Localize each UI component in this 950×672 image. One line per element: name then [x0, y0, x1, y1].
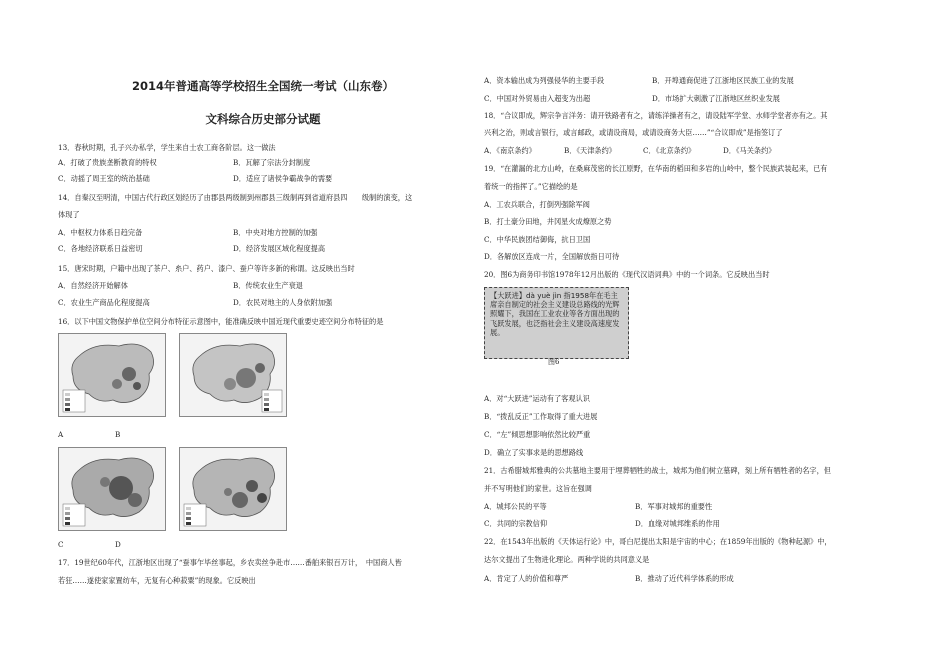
dictionary-entry-box: 【大跃进】dà yuè jìn 指1958年在毛主席亲自制定的社会主义建设总路线的光辉照耀下，我国在工业农业等各方面出现的飞跃发展，也泛指社会主义建设高速度发展。 — [484, 287, 629, 359]
q18-option-d: D．《马关条约》 — [723, 146, 776, 155]
q14-option-c: C．各地经济联系日益密切 — [58, 244, 143, 253]
q21-stem-line2: 并不写明他们的家世。这旨在强调 — [484, 484, 592, 493]
q17-option-a: A．资本输出成为列强侵华的主要手段 — [484, 76, 605, 85]
q18-option-c: C．《北京条约》 — [643, 146, 696, 155]
q17-option-c: C．中国对外贸易由入超变为出超 — [484, 94, 591, 103]
q19-option-d: D．各解放区连成一片，全国解放指日可待 — [484, 252, 620, 261]
q14-stem-line1: 14．自秦汉至明清，中国古代行政区划经历了由郡县两级制到州郡县三级制再到省道府县四 级制的演变，这 — [58, 193, 413, 202]
q20-option-c: C．“左”倾思想影响依然比较严重 — [484, 430, 591, 439]
q22-option-a: A．肯定了人的价值和尊严 — [484, 574, 569, 583]
q21-option-c: C．共同的宗教信仰 — [484, 519, 548, 528]
q20-option-d: D．确立了实事求是的思想路线 — [484, 448, 584, 457]
q19-stem-line2: 着统一的指挥了。”它描绘的是 — [484, 182, 578, 191]
q18-option-a: A．《南京条约》 — [484, 146, 536, 155]
q21-option-b: B．军事对城邦的重要性 — [635, 502, 713, 511]
q15-option-d: D．农民对地主的人身依附加强 — [233, 298, 333, 307]
q16-stem: 16．以下中国文物保护单位空间分布特征示意图中，能准确反映中国近现代重要史迹空间分布特征的是 — [58, 317, 384, 326]
map-d-image — [179, 447, 287, 531]
q19-stem-line1: 19．“在灌漏的北方山岭，在桑麻茂密的长江原野，在华南的稻田和多岩的山岭中，整个民族武装起来，已有 — [484, 164, 828, 173]
q17-stem-line2: 若狂……遂使家家置纺车，无复有心种菽粟”的现象。它反映出 — [58, 576, 256, 585]
map-b-label: B — [115, 430, 121, 439]
map-d-label: D — [115, 540, 121, 549]
map-b-image — [179, 333, 287, 417]
map-c-image — [58, 447, 166, 531]
q19-option-c: C．中华民族团结御侮，抗日卫国 — [484, 235, 591, 244]
q18-stem-line2: 兴利之治，则或言银行，或言邮政，或请设商局，或请设商务大臣……”“合议即成”是指签订了 — [484, 128, 783, 137]
q18-stem-line1: 18．“合议即成，辉宗争言洋务：请开铁路者有之，请练洋操者有之，请设陆军学堂、水师学堂者亦有之。其 — [484, 111, 828, 120]
q13-option-b: B．瓦解了宗法分封制度 — [233, 158, 311, 167]
q14-option-b: B．中央对地方控制的加强 — [233, 228, 318, 237]
q21-stem-line1: 21．古希腊城邦雅典的公共墓地主要用于埋葬牺牲的战士，城邦为他们树立墓碑，刻上所有牺牲者的名字，但 — [484, 466, 831, 475]
q13-option-a: A．打破了贵族垄断教育的特权 — [58, 158, 157, 167]
q21-option-d: D．血缘对城邦维系的作用 — [635, 519, 720, 528]
q20-option-a: A．对“大跃进”运动有了客观认识 — [484, 394, 590, 403]
q15-stem: 15．唐宋时期，户籍中出现了茶户、糸户、药户、漆户、蚕户等许多新的称谓。这反映出当时 — [58, 264, 355, 273]
q17-option-d: D．市场扩大刺激了江浙地区丝织业发展 — [652, 94, 780, 103]
q20-stem: 20．图6为商务印书馆1978年12月出版的《现代汉语词典》中的一个词条。它反映出当时 — [484, 270, 770, 279]
q14-option-d: D．经济发展区域化程度提高 — [233, 244, 326, 253]
q21-option-a: A．城邦公民的平等 — [484, 502, 547, 511]
q17-option-b: B．开埠通商促进了江浙地区民族工业的发展 — [652, 76, 794, 85]
figure-6-caption: 图6 — [548, 358, 560, 366]
q19-option-a: A．工农兵联合，打倒列强除军阀 — [484, 200, 590, 209]
exam-subtitle: 文科综合历史部分试题 — [205, 112, 321, 126]
q15-option-a: A．自然经济开始解体 — [58, 281, 128, 290]
q13-option-d: D．适应了诸侯争霸战争的需要 — [233, 174, 333, 183]
q13-stem: 13．春秋时期，孔子兴办私学，学生来自士农工商各阶层。这一做法 — [58, 143, 276, 152]
q18-option-b: B．《天津条约》 — [564, 146, 616, 155]
q22-stem-line2: 达尔文提出了生物进化理论。两种学说的共同意义是 — [484, 555, 650, 564]
q14-stem-line2: 体现了 — [58, 210, 80, 219]
q20-option-b: B．“拨乱反正”工作取得了重大进展 — [484, 412, 598, 421]
map-a-label: A — [58, 430, 64, 439]
q19-option-b: B．打土豪分田地，井冈星火成燎原之势 — [484, 217, 612, 226]
map-a-image — [58, 333, 166, 417]
exam-title: 2014年普通高等学校招生全国统一考试（山东卷） — [131, 79, 394, 93]
q17-stem-line1: 17．19世纪60年代，江浙地区出现了“蚕事乍毕丝事起，乡农卖丝争赴市……番舶来银百万计， 中国商人皆 — [58, 558, 402, 567]
q22-stem-line1: 22．在1543年出版的《天体运行论》中，哥白尼提出太阳是宇宙的中心；在1859年出版的《物种起源》中， — [484, 537, 832, 546]
q15-option-c: C．农业生产商品化程度提高 — [58, 298, 150, 307]
map-c-label: C — [58, 540, 64, 549]
q13-option-c: C．动摇了周王室的统治基础 — [58, 174, 150, 183]
q14-option-a: A．中枢权力体系日趋完备 — [58, 228, 143, 237]
q22-option-b: B．推动了近代科学体系的形成 — [635, 574, 734, 583]
q15-option-b: B．传统农业生产衰退 — [233, 281, 303, 290]
